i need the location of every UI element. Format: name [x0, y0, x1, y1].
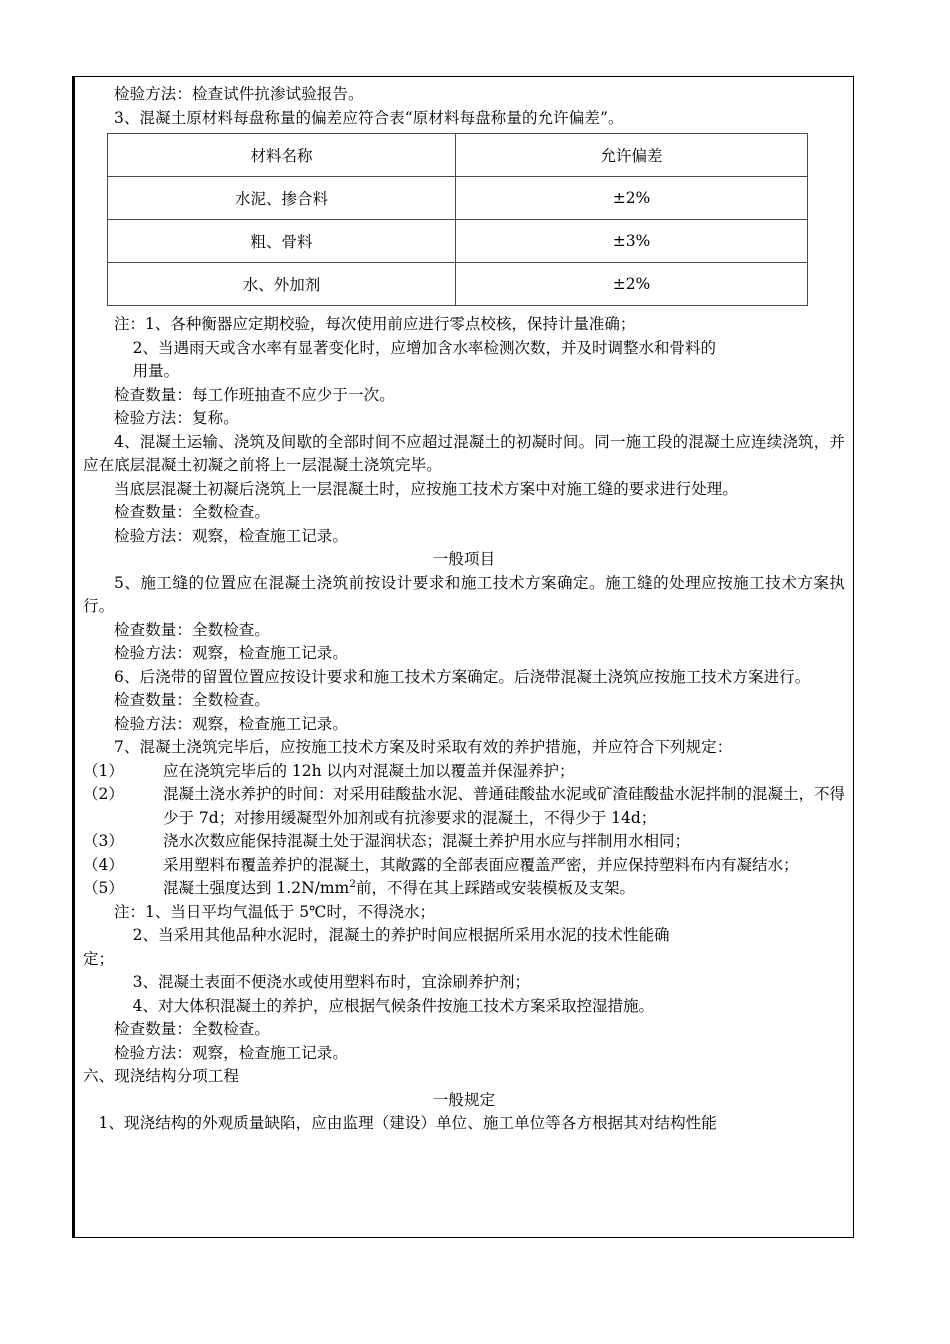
check-method-4: 检验方法：观察，检查施工记录。	[114, 526, 349, 545]
list-item-text: 浇水次数应能保持混凝土处于湿润状态；混凝土养护用水应与拌制用水相同；	[163, 832, 691, 850]
list-item	[83, 854, 845, 878]
curing-note-2-continuation: 定；	[83, 949, 115, 968]
curing-note-4: 4、对大体积混凝土的养护，应根据气候条件按施工技术方案采取控湿措施。	[132, 996, 654, 1015]
list-item	[83, 760, 845, 784]
section-six-item-1: 1、现浇结构的外观质量缺陷，应由监理（建设）单位、施工单位等各方根据其对结构性能	[98, 1114, 717, 1132]
check-quantity-3: 检查数量：每工作班抽查不应少于一次。	[114, 385, 395, 404]
table-cell-deviation: ±2%	[456, 177, 808, 220]
list-item-text: 应在浇筑完毕后的 12h 以内对混凝土加以覆盖并保湿养护；	[163, 761, 575, 780]
check-quantity-6: 检查数量：全数检查。	[114, 691, 271, 709]
list-item-text: 混凝土浇水养护的时间：对采用硅酸盐水泥、普通硅酸盐水泥或矿渣硅酸盐水泥拌制的混凝土，不得少于 7d；对掺用缓凝型外加剂或有抗渗要求的混凝土，不得少于 14d；	[163, 785, 846, 827]
table-row	[108, 177, 808, 220]
check-method-3: 检验方法：复称。	[114, 409, 239, 427]
table-note-2: 2、当遇雨天或含水率有显著变化时，应增加含水率检测次数，并及时调整水和骨料的	[132, 338, 716, 357]
unit-superscript: 2	[349, 877, 356, 890]
item-5-paragraph: 5、施工缝的位置应在混凝土浇筑前按设计要求和施工技术方案确定。施工缝的处理应按施工技术方案执行。	[83, 573, 845, 615]
curing-note-1: 注：1、当日平均气温低于 5℃时，不得浇水；	[114, 902, 435, 921]
table-header-material: 材料名称	[108, 134, 456, 177]
list-marker: （1）	[83, 761, 124, 780]
table-row	[108, 220, 808, 263]
list-item	[83, 783, 845, 830]
check-quantity-5: 检查数量：全数检查。	[114, 620, 271, 639]
list-marker: （3）	[83, 832, 124, 850]
spacer	[83, 306, 845, 313]
item-6-paragraph: 6、后浇带的留置位置应按设计要求和施工技术方案确定。后浇带混凝土浇筑应按施工技术方案进行。	[114, 667, 811, 686]
general-items-heading: 一般项目	[432, 550, 496, 568]
table-note-2-continuation: 用量。	[132, 362, 180, 380]
item-7-paragraph: 7、混凝土浇筑完毕后，应按施工技术方案及时采取有效的养护措施，并应符合下列规定：	[114, 738, 733, 756]
check-method-6: 检验方法：观察，检查施工记录。	[114, 714, 349, 733]
table-note-1: 注：1、各种衡器应定期校验，每次使用前应进行零点校核，保持计量准确；	[114, 315, 636, 333]
page-content	[75, 77, 853, 1237]
check-quantity-4: 检查数量：全数检查。	[114, 503, 271, 521]
list-item-text-after: 前，不得在其上踩踏或安装模板及支架。	[355, 879, 635, 897]
section-six-heading: 六、现浇结构分项工程	[83, 1067, 240, 1085]
list-marker: （4）	[83, 855, 124, 874]
list-marker: （5）	[83, 879, 124, 897]
table-row	[108, 263, 808, 306]
check-method-5: 检验方法：观察，检查施工记录。	[114, 644, 349, 662]
list-item-text: 采用塑料布覆盖养护的混凝土，其敞露的全部表面应覆盖严密，并应保持塑料布内有凝结水；	[163, 855, 799, 874]
table-cell-deviation: ±3%	[456, 220, 808, 263]
table-cell-deviation: ±2%	[456, 263, 808, 306]
list-item	[83, 877, 845, 901]
curing-notes	[83, 901, 845, 1019]
curing-requirements-list	[83, 760, 845, 901]
check-quantity-7: 检查数量：全数检查。	[114, 1020, 271, 1038]
table-cell-material: 水泥、掺合料	[108, 177, 456, 220]
list-marker: （2）	[83, 785, 124, 803]
construction-joint-paragraph: 当底层混凝土初凝后浇筑上一层混凝土时，应按施工技术方案中对施工缝的要求进行处理。	[114, 479, 739, 498]
item-3-paragraph: 3、混凝土原材料每盘称量的偏差应符合表“原材料每盘称量的允许偏差”。	[114, 108, 624, 127]
check-method-7: 检验方法：观察，检查施工记录。	[114, 1043, 349, 1062]
curing-note-3: 3、混凝土表面不便浇水或使用塑料布时，宜涂刷养护剂；	[132, 973, 530, 991]
general-rules-heading: 一般规定	[432, 1090, 496, 1109]
table-cell-material: 水、外加剂	[108, 263, 456, 306]
table-header-deviation: 允许偏差	[456, 134, 808, 177]
page-frame	[72, 76, 854, 1238]
allowable-deviation-table	[107, 133, 808, 306]
table-notes	[83, 313, 845, 384]
inspection-method-top: 检验方法：检查试件抗渗试验报告。	[114, 85, 364, 103]
list-item	[83, 830, 845, 854]
item-4-paragraph: 4、混凝土运输、浇筑及间歇的全部时间不应超过混凝土的初凝时间。同一施工段的混凝土应连续浇筑，并应在底层混凝土初凝之前将上一层混凝土浇筑完毕。	[83, 432, 845, 474]
list-item-text-before: 混凝土强度达到 1.2N/mm	[163, 879, 350, 897]
table-cell-material: 粗、骨料	[108, 220, 456, 263]
table-header-row	[108, 134, 808, 177]
curing-note-2: 2、当采用其他品种水泥时，混凝土的养护时间应根据所采用水泥的技术性能确	[132, 926, 670, 944]
